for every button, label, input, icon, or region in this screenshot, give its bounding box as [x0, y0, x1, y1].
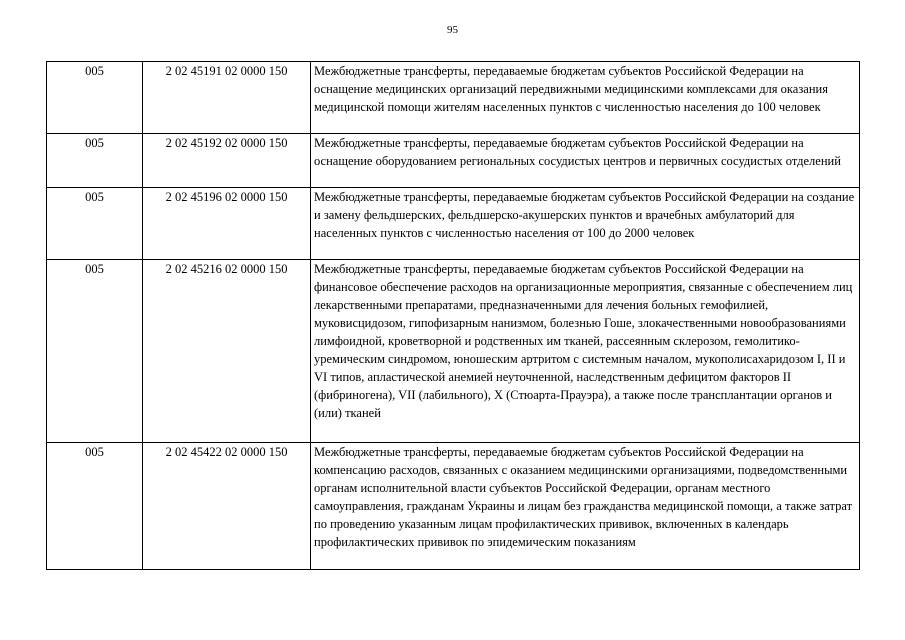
budget-codes-table: [46, 61, 860, 570]
admin-code-cell: 005: [47, 260, 143, 443]
table-row: [47, 188, 860, 260]
description-cell: [311, 260, 860, 443]
table-row: [47, 260, 860, 443]
description-text: Межбюджетные трансферты, передаваемые бюджетам субъектов Российской Федерации на компенсацию расходов, связанных с оказанием медицинскими организациями, подведомственными органам исполнительной власти субъектов Российской Федерации, органам местного самоуправления, гражданам Украины и лицам без гражданства медицинской помощи, а также затрат по проведению указанным лицам профилактических прививок, включенных в календарь профилактических прививок по эпидемическим показаниям: [314, 445, 853, 549]
table-row: [47, 443, 860, 570]
admin-code-cell: 005: [47, 134, 143, 188]
budget-code-cell: 2 02 45191 02 0000 150: [143, 62, 311, 134]
description-cell: [311, 188, 860, 260]
admin-code-cell: 005: [47, 188, 143, 260]
budget-code-cell: 2 02 45422 02 0000 150: [143, 443, 311, 570]
description-cell: [311, 62, 860, 134]
description-text: Межбюджетные трансферты, передаваемые бюджетам субъектов Российской Федерации на финансовое обеспечение расходов на организационные мероприятия, связанные с обеспечением лиц лекарственными препаратами, предназначенными для лечения больных гемофилией, муковисцидозом, гипофизарным нанизмом, болезнью Гоше, злокачественными новообразованиями лимфоидной, кроветворной и родственных им тканей, рассеянным склерозом, гемолитико-уремическим синдромом, юношеским артритом с системным началом, мукополисахаридозом I, II и VI типов, апластической анемией неуточненной, наследственным дефицитом факторов II (фибриногена), VII (лабильного), X (Стюарта-Прауэра), а также после трансплантации органов и (или) тканей: [314, 262, 853, 420]
budget-code-cell: 2 02 45216 02 0000 150: [143, 260, 311, 443]
admin-code-cell: 005: [47, 443, 143, 570]
description-text: Межбюджетные трансферты, передаваемые бюджетам субъектов Российской Федерации на оснащение медицинских организаций передвижными медицинскими комплексами для оказания медицинской помощи жителям населенных пунктов с численностью населения до 100 человек: [314, 64, 828, 114]
budget-code-cell: 2 02 45192 02 0000 150: [143, 134, 311, 188]
table-row: [47, 62, 860, 134]
description-text: Межбюджетные трансферты, передаваемые бюджетам субъектов Российской Федерации на создание и замену фельдшерских, фельдшерско-акушерских пунктов и врачебных амбулаторий для населенных пунктов с численностью населения от 100 до 2000 человек: [314, 190, 855, 240]
description-text: Межбюджетные трансферты, передаваемые бюджетам субъектов Российской Федерации на оснащение оборудованием региональных сосудистых центров и первичных сосудистых отделений: [314, 136, 841, 168]
page-number: 95: [447, 24, 458, 36]
admin-code-cell: 005: [47, 62, 143, 134]
description-cell: [311, 134, 860, 188]
budget-code-cell: 2 02 45196 02 0000 150: [143, 188, 311, 260]
table-row: [47, 134, 860, 188]
description-cell: [311, 443, 860, 570]
